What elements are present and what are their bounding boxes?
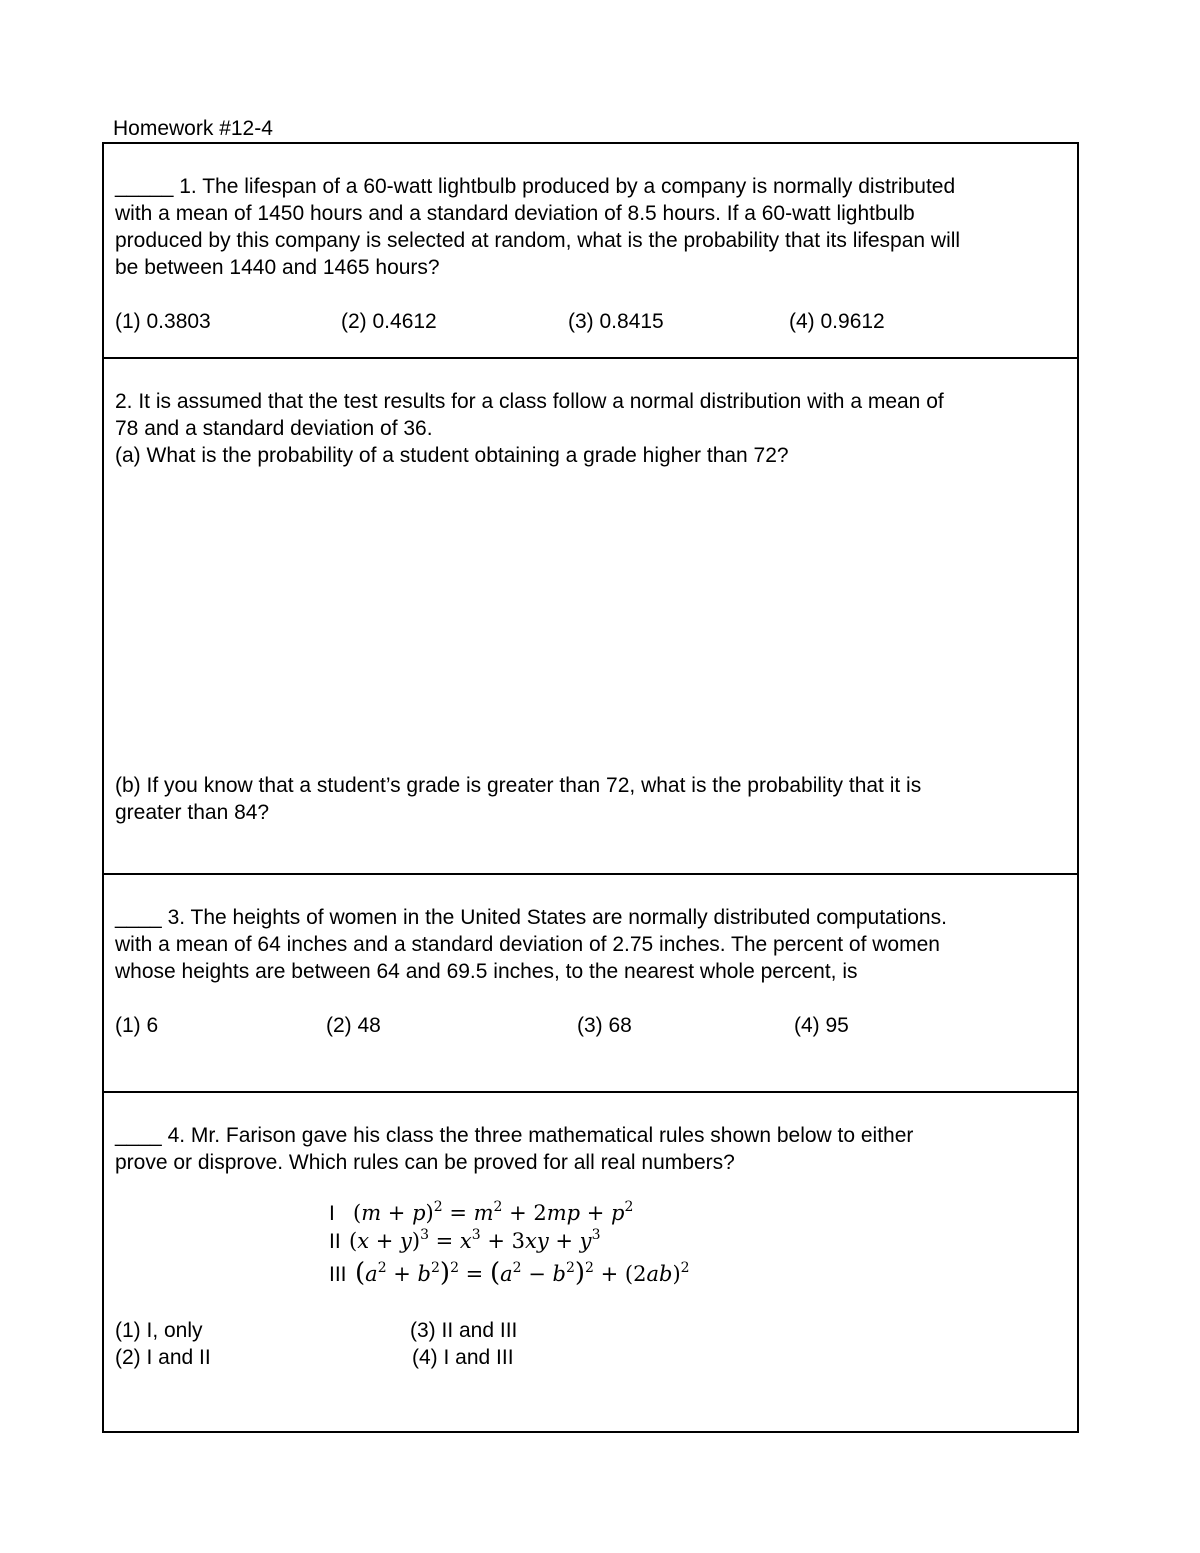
question-4 xyxy=(104,1093,1077,1431)
rule-2-numeral: II xyxy=(329,1230,341,1253)
choice-2: (2) 0.4612 xyxy=(341,310,437,333)
answer-blank: ____ xyxy=(115,1124,162,1147)
question-1-text: _____ 1. The lifespan of a 60-watt lightbulb produced by a company is normally distributed with a mean of 1450 hours and a standard deviation of 8.5 hours. If a 60-watt lightbulb produced by this company is selected at random, what is the probability that its lifespan will be between 1440 and 1465 hours? xyxy=(115,175,961,279)
question-1 xyxy=(104,144,1077,359)
page-title: Homework #12-4 xyxy=(113,117,273,140)
question-3-text: ____ 3. The heights of women in the United States are normally distributed computations. with a mean of 64 inches and a standard deviation of 2.75 inches. The percent of women whose heights are between 64 and 69.5 inches, to the nearest whole percent, is xyxy=(115,906,947,983)
rule-3 xyxy=(329,1259,690,1289)
answer-blank: ____ xyxy=(115,906,162,929)
rule-1-numeral: I xyxy=(329,1202,335,1225)
question-2 xyxy=(104,359,1077,875)
question-3 xyxy=(104,875,1077,1093)
rule-3-numeral: III xyxy=(329,1263,347,1286)
choice-3: (3) 68 xyxy=(577,1014,632,1037)
rule-1 xyxy=(329,1199,633,1228)
choice-4: (4) I and III xyxy=(412,1346,514,1369)
choice-1: (1) 6 xyxy=(115,1014,159,1037)
rule-2 xyxy=(329,1227,600,1256)
question-2-part-b: (b) If you know that a student’s grade is greater than 72, what is the probability that it is greater than 84? xyxy=(115,774,922,824)
choice-3: (3) II and III xyxy=(410,1319,518,1342)
rule-3-expression: $(a^2 + b^2)^2 = (a^2 - b^2)^2 + (2ab)^2$ xyxy=(355,1258,690,1288)
homework-frame xyxy=(102,142,1079,1433)
answer-blank: _____ xyxy=(115,175,174,198)
choice-2: (2) I and II xyxy=(115,1346,211,1369)
choice-4: (4) 0.9612 xyxy=(789,310,885,333)
choice-2: (2) 48 xyxy=(326,1014,381,1037)
choice-1: (1) I, only xyxy=(115,1319,203,1342)
question-4-text: ____ 4. Mr. Farison gave his class the three mathematical rules shown below to either prove or disprove. Which rules can be proved for all real numbers? xyxy=(115,1124,914,1174)
question-2-text: 2. It is assumed that the test results for a class follow a normal distribution with a mean of 78 and a standard deviation of 36. (a) What is the probability of a student obtaining a grade higher than 72? xyxy=(115,388,1070,469)
choice-4: (4) 95 xyxy=(794,1014,849,1037)
rule-2-expression: $(x + y)^3 = x^3 + 3xy + y^3$ xyxy=(349,1227,601,1253)
choice-3: (3) 0.8415 xyxy=(568,310,664,333)
rule-1-expression: $(m + p)^2 = m^2 + 2mp + p^2$ xyxy=(353,1199,634,1225)
choice-1: (1) 0.3803 xyxy=(115,310,211,333)
question-2-part-a: (a) What is the probability of a student obtaining a grade higher than 72? xyxy=(115,444,789,467)
